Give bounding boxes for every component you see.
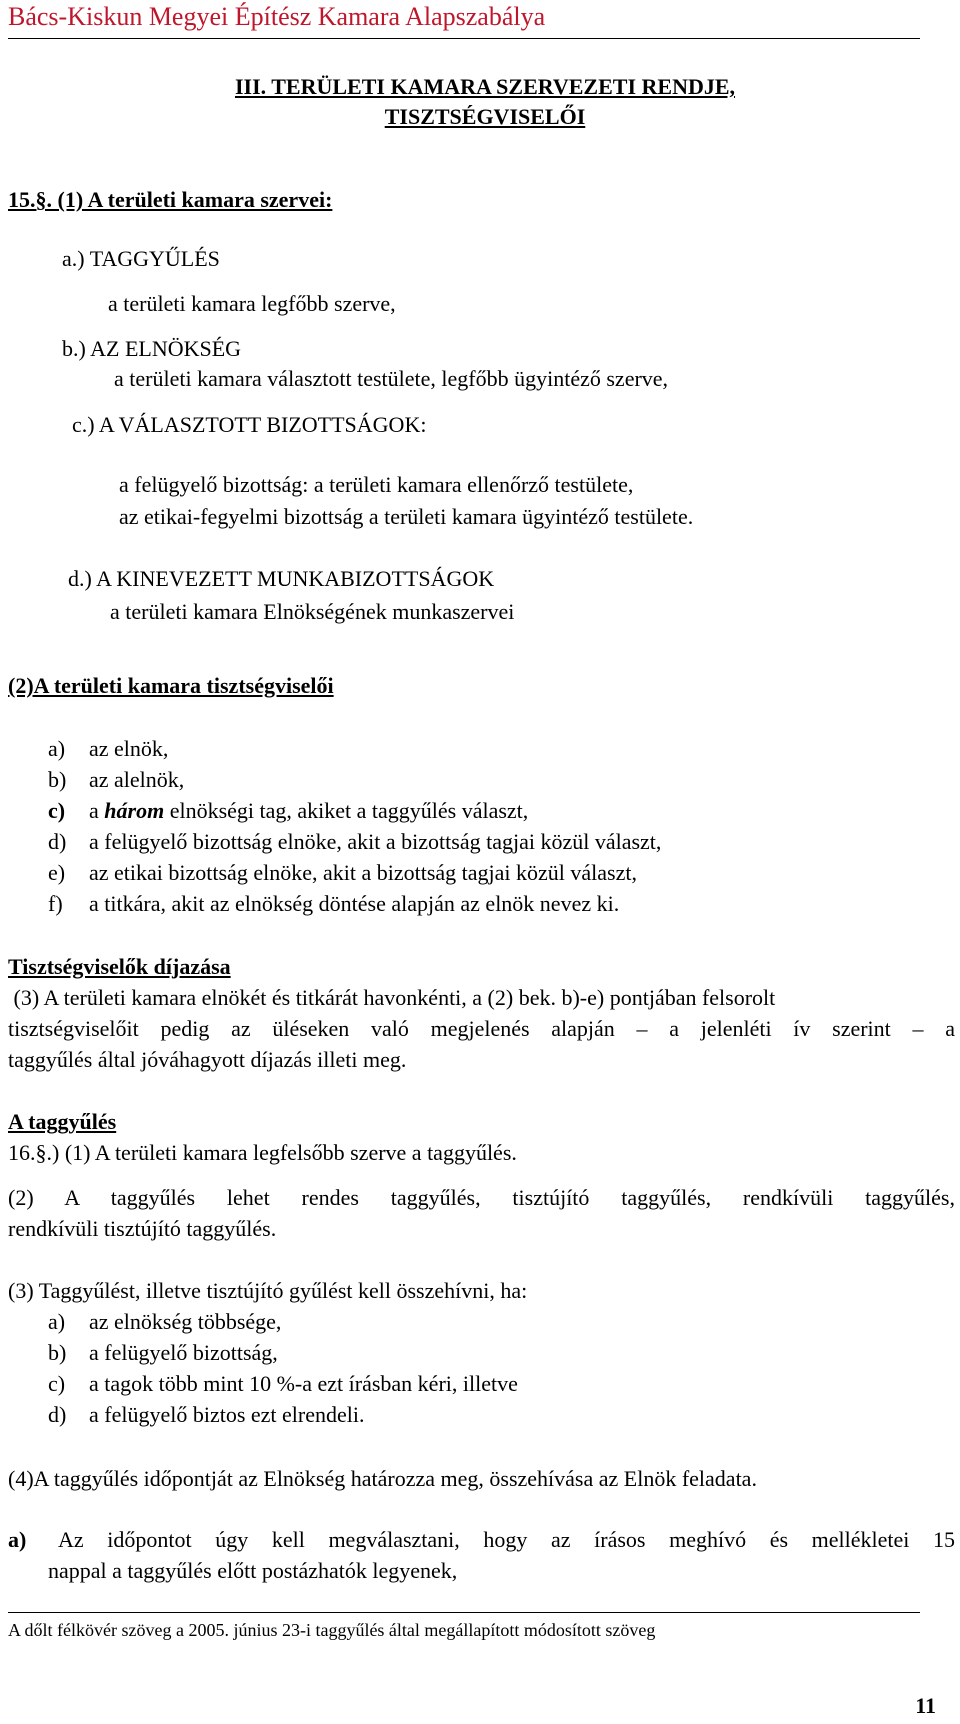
assembly-p1: 16.§.) (1) A területi kamara legfelsőbb szerve a taggyűlés. xyxy=(8,1140,517,1165)
convene-label: a) xyxy=(48,1309,66,1334)
chapter-title-line2: TISZTSÉGVISELŐI xyxy=(384,104,586,129)
officer-text: az etikai bizottság elnöke, akit a bizottság tagjai közül választ, xyxy=(89,860,637,885)
convene-label: c) xyxy=(48,1371,66,1396)
convene-label: b) xyxy=(48,1340,67,1365)
convene-text: a tagok több mint 10 %-a ezt írásban kéri, illetve xyxy=(89,1371,518,1396)
footnote-rule xyxy=(8,1612,920,1613)
organ-c-desc1: a felügyelő bizottság: a területi kamara ellenőrző testülete, xyxy=(119,472,634,497)
convene-text: a felügyelő bizottság, xyxy=(89,1340,278,1365)
assembly-p4: (4)A taggyűlés időpontját az Elnökség határozza meg, összehívása az Elnök feladata. xyxy=(8,1466,757,1491)
organ-b-desc: a területi kamara választott testülete, legfőbb ügyintéző szerve, xyxy=(114,366,669,391)
assembly-p3: (3) Taggyűlést, illetve tisztújító gyűlést kell összehívni, ha: xyxy=(8,1278,528,1303)
officer-label: d) xyxy=(48,829,67,854)
officer-text: a titkára, akit az elnökség döntése alapján az elnök nevez ki. xyxy=(89,891,620,916)
organ-a-desc: a területi kamara legfőbb szerve, xyxy=(108,291,396,316)
page-number: 11 xyxy=(915,1693,936,1718)
organ-b-title: b.) AZ ELNÖKSÉG xyxy=(62,336,242,361)
organ-c-desc2: az etikai-fegyelmi bizottság a területi kamara ügyintéző testülete. xyxy=(119,504,694,529)
officer-text-pre: a xyxy=(89,798,105,823)
officers-heading: (2)A területi kamara tisztségviselői xyxy=(8,673,334,698)
officer-item xyxy=(48,891,619,917)
convene-item xyxy=(48,1309,281,1335)
officer-item xyxy=(48,829,661,855)
officer-text: az elnök, xyxy=(89,736,169,761)
officer-item xyxy=(48,767,184,793)
organ-a-title: a.) TAGGYŰLÉS xyxy=(62,246,220,271)
officer-label: f) xyxy=(48,891,63,916)
assembly-p2-line2: rendkívüli tisztújító taggyűlés. xyxy=(8,1216,277,1241)
document-header-title: Bács-Kiskun Megyei Építész Kamara Alapszabálya xyxy=(8,2,546,31)
header-rule xyxy=(8,38,920,39)
officer-label: e) xyxy=(48,860,66,885)
section-15-heading: 15.§. (1) A területi kamara szervei: xyxy=(8,187,333,212)
officer-label: a) xyxy=(48,736,66,761)
officer-text: az alelnök, xyxy=(89,767,185,792)
officer-item xyxy=(48,798,528,824)
fees-line3: taggyűlés által jóváhagyott díjazás illeti meg. xyxy=(8,1047,407,1072)
officer-text: a felügyelő bizottság elnöke, akit a bizottság tagjai közül választ, xyxy=(89,829,662,854)
officer-text: elnökségi tag, akiket a taggyűlés választ, xyxy=(164,798,529,823)
convene-item xyxy=(48,1402,365,1428)
convene-item xyxy=(48,1340,278,1366)
footnote-text: A dőlt félkövér szöveg a 2005. június 23-i taggyűlés által megállapított módosított szöveg xyxy=(8,1620,656,1640)
officer-item xyxy=(48,736,168,762)
assembly-heading: A taggyűlés xyxy=(8,1109,117,1134)
convene-text: az elnökség többsége, xyxy=(89,1309,282,1334)
fees-heading: Tisztségviselők díjazása xyxy=(8,954,231,979)
assembly-p2-line1: (2) A taggyűlés lehet rendes taggyűlés, tisztújító taggyűlés, rendkívüli taggyűlés, xyxy=(8,1185,955,1210)
officer-label: c) xyxy=(48,798,66,823)
convene-text: a felügyelő biztos ezt elrendeli. xyxy=(89,1402,365,1427)
officer-label: b) xyxy=(48,767,67,792)
organ-d-desc: a területi kamara Elnökségének munkaszervei xyxy=(110,599,515,624)
assembly-p4a-label: a) xyxy=(8,1527,27,1552)
organ-d-title: d.) A KINEVEZETT MUNKABIZOTTSÁGOK xyxy=(68,566,495,591)
assembly-p4a-line1: Az időpontot úgy kell megválasztani, hogy az írásos meghívó és mellékletei 15 xyxy=(58,1527,955,1552)
convene-label: d) xyxy=(48,1402,67,1427)
officer-item xyxy=(48,860,637,886)
organ-c-title: c.) A VÁLASZTOTT BIZOTTSÁGOK: xyxy=(72,412,427,437)
convene-item xyxy=(48,1371,518,1397)
fees-line1: (3) A területi kamara elnökét és titkárát havonkénti, a (2) bek. b)-e) pontjában felsorolt xyxy=(8,985,776,1010)
chapter-title-line1: III. TERÜLETI KAMARA SZERVEZETI RENDJE, xyxy=(234,74,736,99)
assembly-p4a-line2: nappal a taggyűlés előtt postázhatók legyenek, xyxy=(48,1558,458,1583)
officer-emphasis: három xyxy=(104,798,165,823)
fees-line2: tisztségviselőit pedig az üléseken való megjelenés alapján – a jelenléti ív szerint – a xyxy=(8,1016,955,1041)
